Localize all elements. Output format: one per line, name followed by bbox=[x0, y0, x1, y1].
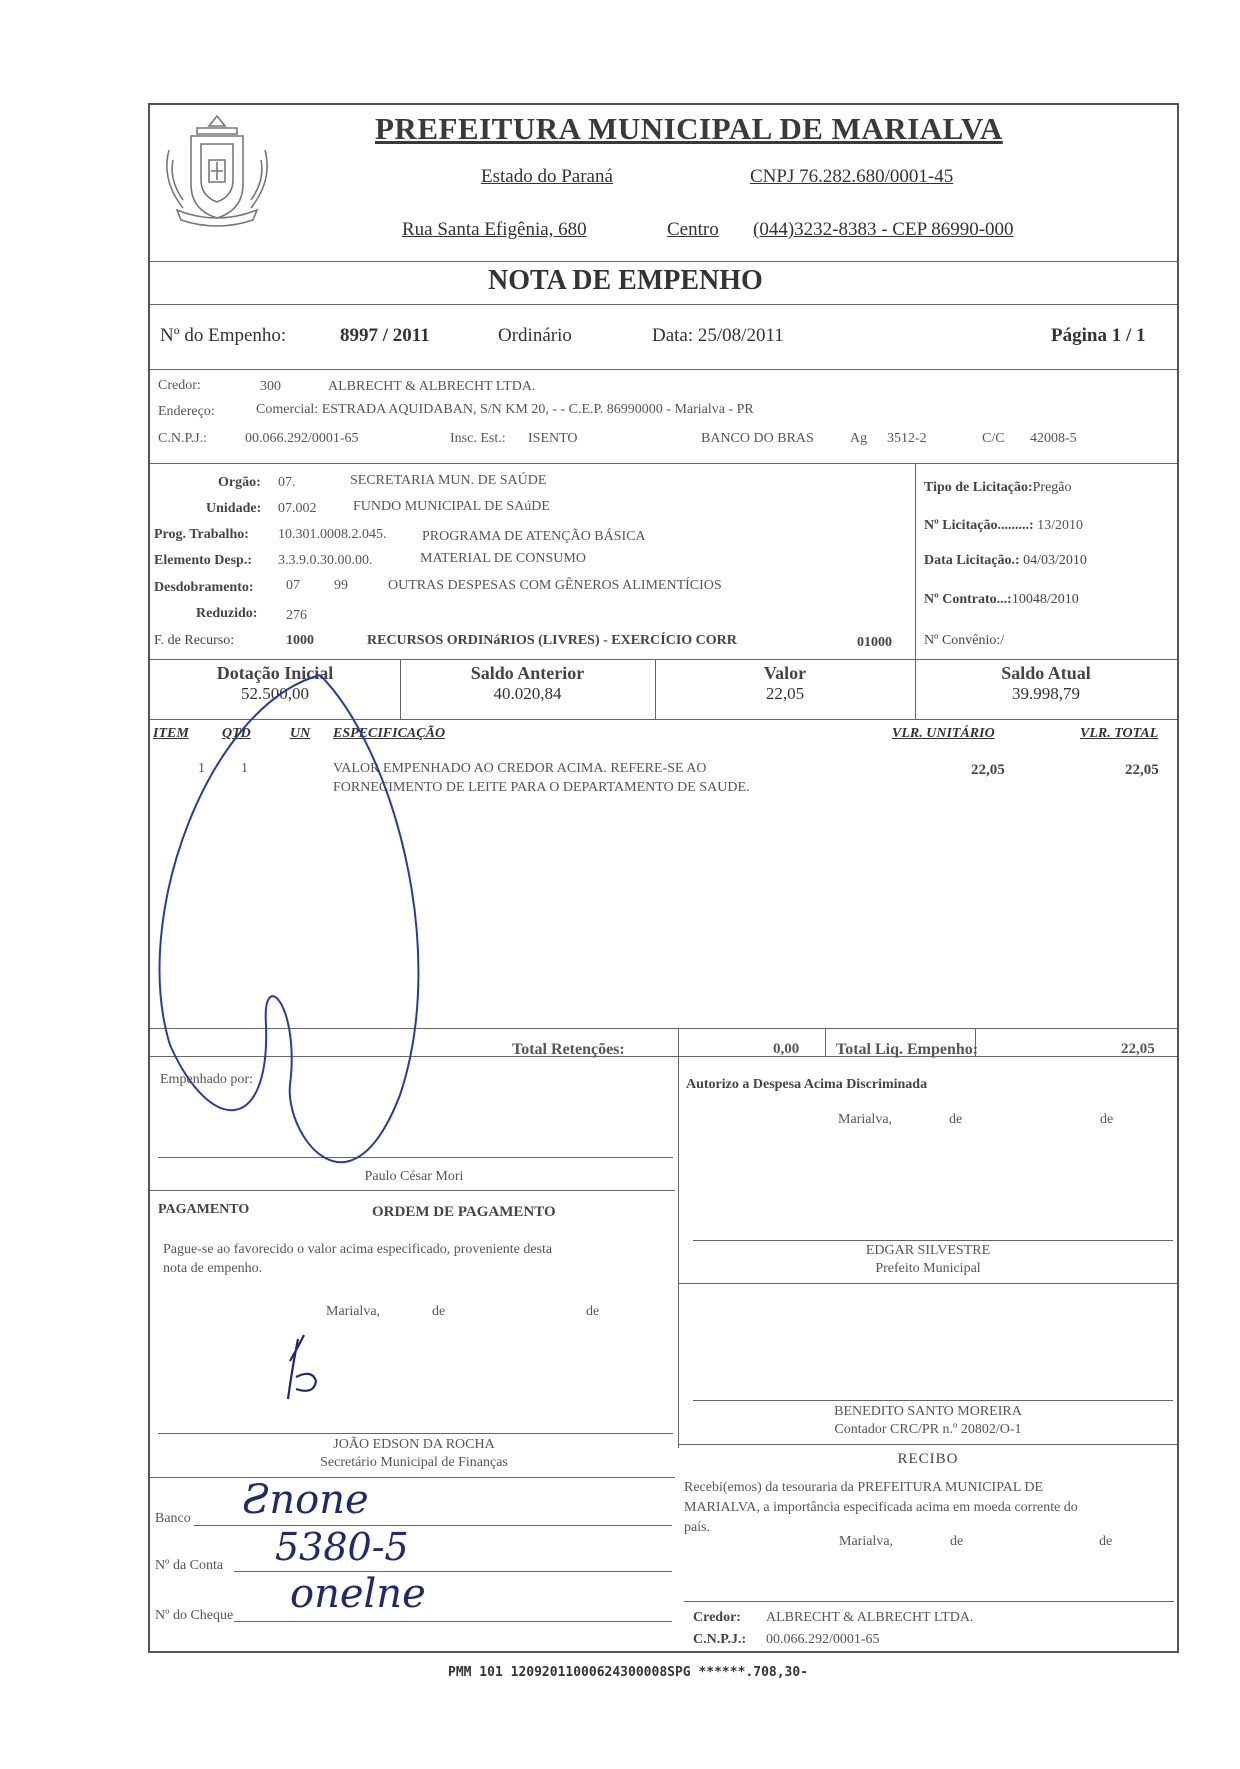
credor-addr: Comercial: ESTRADA AQUIDABAN, S/N KM 20, - - C.E.P. 86990000 - Marialva - PR bbox=[256, 402, 754, 417]
credor-addr-label: Endereço: bbox=[158, 404, 215, 419]
row-item: 1 bbox=[198, 761, 205, 776]
unidade-code: 07.002 bbox=[278, 501, 317, 516]
orgao-code: 07. bbox=[278, 475, 296, 490]
prefeito-role: Prefeito Municipal bbox=[875, 1261, 981, 1276]
empenho-type: Ordinário bbox=[498, 325, 572, 346]
total-retencoes-value: 0,00 bbox=[773, 1041, 800, 1057]
empenho-date: Data: 25/08/2011 bbox=[652, 325, 784, 346]
header-cnpj: CNPJ 76.282.680/0001-45 bbox=[750, 166, 954, 187]
empenho-num-label: Nº do Empenho: bbox=[160, 325, 287, 346]
autorizo-de1: de bbox=[949, 1112, 963, 1127]
recurso-label: F. de Recurso: bbox=[154, 633, 235, 648]
row-spec-line1: VALOR EMPENHADO AO CREDOR ACIMA. REFERE-SE AO bbox=[333, 761, 707, 776]
pagamento-city: Marialva, bbox=[326, 1304, 381, 1319]
banco-label: Banco bbox=[155, 1511, 191, 1526]
orgao-label: Orgão: bbox=[218, 475, 261, 490]
empenho-form bbox=[148, 103, 1179, 1653]
recibo-text-2: MARIALVA, a importância especificada acima em moeda corrente do bbox=[684, 1500, 1078, 1515]
elem-name: MATERIAL DE CONSUMO bbox=[420, 551, 586, 566]
total-liq-label: Total Liq. Empenho: bbox=[836, 1041, 979, 1058]
reduzido-value: 276 bbox=[286, 608, 307, 623]
autorizo-label: Autorizo a Despesa Acima Discriminada bbox=[686, 1077, 928, 1092]
secretario-name: JOÃO EDSON DA ROCHA bbox=[333, 1437, 495, 1452]
empenho-page: Página 1 / 1 bbox=[1051, 325, 1146, 346]
balance-valor: Valor 22,05 bbox=[763, 663, 807, 703]
credor-bank: BANCO DO BRAS bbox=[701, 431, 814, 446]
balance-saldo-anterior: Saldo Anterior 40.020,84 bbox=[470, 663, 585, 703]
desd-code2: 99 bbox=[334, 578, 348, 593]
credor-code: 300 bbox=[260, 379, 281, 394]
col-item: ITEM bbox=[153, 726, 189, 741]
col-qtd: QTD bbox=[222, 726, 251, 741]
elem-label: Elemento Desp.: bbox=[154, 553, 252, 568]
data-licitacao-label: Data Licitação.: 04/03/2010 bbox=[924, 553, 1087, 568]
pagamento-text-2: nota de empenho. bbox=[163, 1261, 263, 1276]
ordem-pagamento-label: ORDEM DE PAGAMENTO bbox=[372, 1204, 556, 1220]
contador-role: Contador CRC/PR n.º 20802/O-1 bbox=[834, 1422, 1022, 1437]
credor-name: ALBRECHT & ALBRECHT LTDA. bbox=[328, 379, 536, 394]
recibo-credor-label: Credor: bbox=[693, 1610, 741, 1625]
empenho-num: 8997 / 2011 bbox=[340, 325, 430, 346]
recibo-text-3: país. bbox=[684, 1520, 711, 1535]
col-vlr-unitario: VLR. UNITÁRIO bbox=[892, 726, 995, 741]
row-spec-line2: FORNECIMENTO DE LEITE PARA O DEPARTAMENTO DE SAUDE. bbox=[333, 780, 750, 795]
total-retencoes-label: Total Retenções: bbox=[512, 1041, 625, 1058]
row-qtd: 1 bbox=[241, 761, 248, 776]
credor-ag-label: Ag bbox=[850, 431, 868, 446]
col-un: UN bbox=[290, 726, 311, 741]
prog-code: 10.301.0008.2.045. bbox=[278, 527, 387, 542]
recibo-label: RECIBO bbox=[897, 1451, 959, 1467]
header-title: PREFEITURA MUNICIPAL DE MARIALVA bbox=[375, 111, 1003, 146]
credor-insc-label: Insc. Est.: bbox=[450, 431, 506, 446]
balance-saldo-atual: Saldo Atual 39.998,79 bbox=[1001, 663, 1091, 703]
recibo-city: Marialva, bbox=[839, 1534, 894, 1549]
tipo-licitacao-label: Tipo de Licitação:Pregão bbox=[924, 480, 1072, 495]
orgao-name: SECRETARIA MUN. DE SAÚDE bbox=[350, 473, 547, 488]
row-total: 22,05 bbox=[1125, 762, 1159, 778]
pen-scribble-mark bbox=[150, 665, 450, 1225]
credor-insc: ISENTO bbox=[528, 431, 578, 446]
desd-code1: 07 bbox=[286, 578, 300, 593]
desd-label: Desdobramento: bbox=[154, 580, 254, 595]
unidade-name: FUNDO MUNICIPAL DE SAúDE bbox=[353, 499, 550, 514]
header-state: Estado do Paraná bbox=[481, 166, 613, 187]
recibo-cnpj: 00.066.292/0001-65 bbox=[766, 1632, 880, 1647]
contador-name: BENEDITO SANTO MOREIRA bbox=[834, 1404, 1022, 1419]
conta-handwritten: 5380-5 bbox=[275, 1525, 409, 1569]
cheque-label: Nº do Cheque bbox=[155, 1608, 234, 1623]
credor-cc-label: C/C bbox=[982, 431, 1005, 446]
recibo-de1: de bbox=[950, 1534, 964, 1549]
convenio-label: Nº Convênio:/ bbox=[924, 633, 1005, 648]
recibo-text-1: Recebi(emos) da tesouraria da PREFEITURA MUNICIPAL DE bbox=[684, 1480, 1044, 1495]
recibo-credor: ALBRECHT & ALBRECHT LTDA. bbox=[766, 1610, 974, 1625]
recurso-code: 1000 bbox=[286, 633, 314, 648]
empenhado-label: Empenhado por: bbox=[160, 1072, 253, 1087]
autorizo-de2: de bbox=[1100, 1112, 1114, 1127]
handwritten-initials-signature bbox=[268, 1333, 328, 1413]
pagamento-de2: de bbox=[586, 1304, 600, 1319]
desd-name: OUTRAS DESPESAS COM GÊNEROS ALIMENTÍCIOS bbox=[388, 578, 722, 593]
balance-dotacao: Dotação Inicial 52.500,00 bbox=[216, 663, 334, 703]
col-vlr-total: VLR. TOTAL bbox=[1080, 726, 1159, 741]
pagamento-label: PAGAMENTO bbox=[158, 1202, 250, 1217]
prog-name: PROGRAMA DE ATENÇÃO BÁSICA bbox=[422, 529, 646, 544]
row-unit: 22,05 bbox=[971, 762, 1005, 778]
credor-ag: 3512-2 bbox=[887, 431, 927, 446]
col-especificacao: ESPECIFICAÇÃO bbox=[333, 726, 446, 741]
header-phone-cep: (044)3232-8383 - CEP 86990-000 bbox=[753, 219, 1014, 240]
prog-label: Prog. Trabalho: bbox=[154, 527, 249, 542]
cheque-handwritten: onelne bbox=[290, 1571, 426, 1617]
doc-title: NOTA DE EMPENHO bbox=[488, 265, 763, 296]
credor-cnpj-label: C.N.P.J.: bbox=[158, 431, 208, 446]
contrato-label: Nº Contrato...:10048/2010 bbox=[924, 592, 1079, 607]
empenhado-name: Paulo César Mori bbox=[364, 1169, 464, 1184]
unidade-label: Unidade: bbox=[206, 501, 262, 516]
header-district: Centro bbox=[667, 219, 719, 240]
pagamento-de1: de bbox=[432, 1304, 446, 1319]
num-licitacao-label: Nº Licitação.........: 13/2010 bbox=[924, 518, 1083, 533]
reduzido-label: Reduzido: bbox=[196, 606, 258, 621]
recibo-de2: de bbox=[1099, 1534, 1113, 1549]
header-street: Rua Santa Efigênia, 680 bbox=[402, 219, 587, 240]
coat-of-arms-logo bbox=[155, 110, 280, 235]
credor-label: Credor: bbox=[158, 378, 201, 393]
elem-code: 3.3.9.0.30.00.00. bbox=[278, 553, 373, 568]
autorizo-city: Marialva, bbox=[838, 1112, 893, 1127]
banco-handwritten: Ƨnone bbox=[242, 1477, 369, 1523]
total-liq-value: 22,05 bbox=[1121, 1041, 1155, 1057]
pagamento-text-1: Pague-se ao favorecido o valor acima especificado, proveniente desta bbox=[163, 1242, 553, 1257]
credor-cnpj: 00.066.292/0001-65 bbox=[245, 431, 359, 446]
conta-label: Nº da Conta bbox=[155, 1558, 224, 1573]
recurso-name: RECURSOS ORDINáRIOS (LIVRES) - EXERCÍCIO CORR bbox=[367, 633, 737, 648]
secretario-role: Secretário Municipal de Finanças bbox=[320, 1455, 508, 1470]
credor-cc: 42008-5 bbox=[1030, 431, 1077, 446]
prefeito-name: EDGAR SILVESTRE bbox=[865, 1243, 991, 1258]
recurso-code2: 01000 bbox=[857, 635, 892, 650]
recibo-cnpj-label: C.N.P.J.: bbox=[693, 1632, 747, 1647]
footer-code: PMM 101 12092011000624300008SPG ******.708,30- bbox=[448, 1665, 809, 1680]
